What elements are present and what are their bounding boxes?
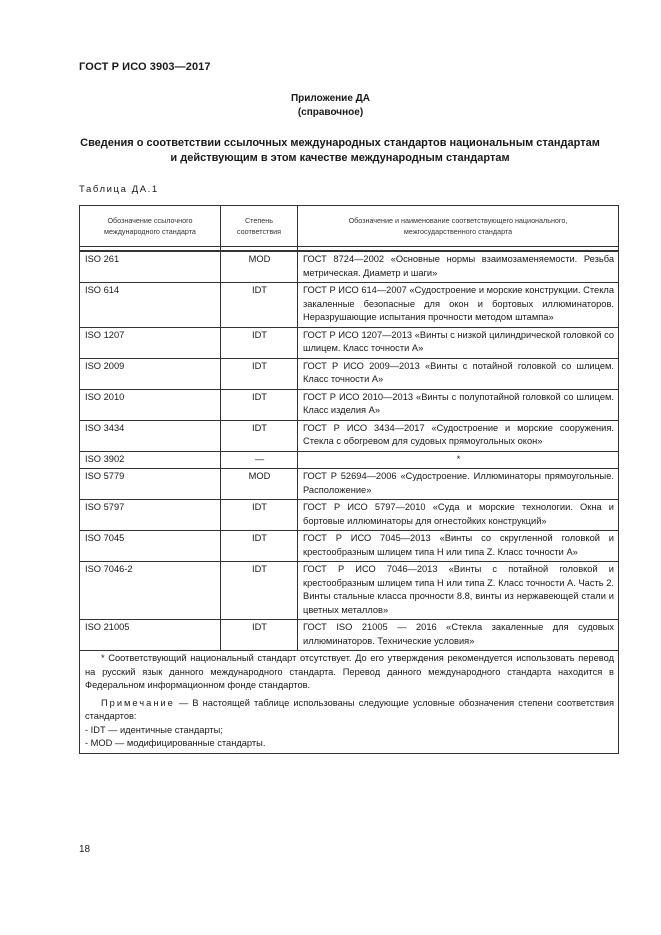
table-row xyxy=(80,562,619,620)
section-heading-line-2: и действующим в этом качестве международным стандартам xyxy=(170,152,510,164)
degree-cell: IDT xyxy=(221,620,298,651)
table-note xyxy=(85,697,614,724)
reference-standard-cell: ISO 2010 xyxy=(80,389,221,420)
note-label: Примечание xyxy=(101,697,175,708)
column-header-national-standard xyxy=(298,206,619,247)
national-standard-cell: * xyxy=(298,451,619,469)
note-text: — В настоящей таблице использованы следующие условные обозначения степени соответствия стандартов: xyxy=(85,697,614,721)
footnote-star: * Соответствующий национальный стандарт отсутствует. До его утверждения рекомендуется использовать перевод на русский язык данного международного стандарта. Перевод данного международного стандарта находится в Федеральном информационном фонде стандартов. xyxy=(85,653,614,690)
table-row xyxy=(80,620,619,651)
national-standard-cell: ГОСТ Р ИСО 3434—2017 «Судостроение и морские сооружения. Стекла с обогревом для судовых прямоугольных окон» xyxy=(298,420,619,451)
table-row xyxy=(80,389,619,420)
annex-title: Приложение ДА xyxy=(290,93,371,104)
document-designation: ГОСТ Р ИСО 3903—2017 xyxy=(79,61,211,73)
table-footnote-row xyxy=(80,651,619,754)
degree-cell: IDT xyxy=(221,327,298,358)
national-standard-cell: ГОСТ Р ИСО 7045—2013 «Винты со скругленной головкой и крестообразным шлицем типа Н или типа Z. Класс точности А» xyxy=(298,531,619,562)
reference-standard-cell: ISO 3434 xyxy=(80,420,221,451)
reference-standard-cell: ISO 1207 xyxy=(80,327,221,358)
table-row xyxy=(80,327,619,358)
column-header-text: Степень xyxy=(244,216,273,225)
reference-standard-cell: ISO 7045 xyxy=(80,531,221,562)
reference-standard-cell: ISO 2009 xyxy=(80,358,221,389)
table-row xyxy=(80,358,619,389)
page-number: 18 xyxy=(79,844,91,855)
column-header-text: международного стандарта xyxy=(104,227,196,236)
column-header-text: Обозначение ссылочного xyxy=(107,216,193,225)
degree-cell: IDT xyxy=(221,500,298,531)
section-heading-line-1: Сведения о соответствии ссылочных международных стандартов национальным стандартам xyxy=(80,137,600,149)
table-row xyxy=(80,283,619,328)
table-footnote xyxy=(80,651,619,754)
degree-cell: MOD xyxy=(221,251,298,283)
reference-standard-cell: ISO 3902 xyxy=(80,451,221,469)
column-header-text: Обозначение и наименование соответствующего национального, xyxy=(348,216,568,225)
national-standard-cell: ГОСТ Р ИСО 614—2007 «Судостроение и морские конструкции. Стекла закаленные безопасные для окон и бортовых иллюминаторов. Неразрушающие испытания прочности методом штампа» xyxy=(298,283,619,328)
reference-standard-cell: ISO 5797 xyxy=(80,500,221,531)
degree-cell: — xyxy=(221,451,298,469)
column-header-text: межгосударственного стандарта xyxy=(403,227,513,236)
table-row xyxy=(80,420,619,451)
table-header-row xyxy=(80,206,619,247)
degree-cell: IDT xyxy=(221,283,298,328)
national-standard-cell: ГОСТ 8724—2002 «Основные нормы взаимозаменяемости. Резьба метрическая. Диаметр и шаги» xyxy=(298,251,619,283)
national-standard-cell: ГОСТ Р ИСО 2009—2013 «Винты с потайной головкой со шлицем. Класс точности А» xyxy=(298,358,619,389)
table-row xyxy=(80,531,619,562)
national-standard-cell: ГОСТ Р ИСО 1207—2013 «Винты с низкой цилиндрической головкой со шлицем. Класс точности А» xyxy=(298,327,619,358)
note-item-idt: - IDT — идентичные стандарты; xyxy=(85,724,223,735)
national-standard-cell: ГОСТ Р ИСО 5797—2010 «Суда и морские технологии. Окна и бортовые иллюминаторы для огнестойких конструкций» xyxy=(298,500,619,531)
annex-subtitle: (справочное) xyxy=(297,107,364,118)
national-standard-cell: ГОСТ Р ИСО 2010—2013 «Винты с полупотайной головкой со шлицем. Класс изделия А» xyxy=(298,389,619,420)
table-row xyxy=(80,251,619,283)
table-row xyxy=(80,500,619,531)
reference-standard-cell: ISO 7046-2 xyxy=(80,562,221,620)
national-standard-cell: ГОСТ Р 52694—2006 «Судостроение. Иллюминаторы прямоугольные. Расположение» xyxy=(298,469,619,500)
annex-title-block xyxy=(0,92,661,120)
degree-cell: IDT xyxy=(221,420,298,451)
reference-standard-cell: ISO 21005 xyxy=(80,620,221,651)
degree-cell: IDT xyxy=(221,389,298,420)
degree-cell: IDT xyxy=(221,531,298,562)
reference-standard-cell: ISO 614 xyxy=(80,283,221,328)
table-row xyxy=(80,451,619,469)
degree-cell: IDT xyxy=(221,358,298,389)
table-caption: Таблица ДА.1 xyxy=(79,184,159,195)
national-standard-cell: ГОСТ ISO 21005 — 2016 «Стекла закаленные для судовых иллюминаторов. Технические условия» xyxy=(298,620,619,651)
column-header-text: соответствия xyxy=(236,227,282,236)
section-heading xyxy=(60,136,620,166)
degree-cell: MOD xyxy=(221,469,298,500)
reference-standard-cell: ISO 5779 xyxy=(80,469,221,500)
degree-cell: IDT xyxy=(221,562,298,620)
table-row xyxy=(80,469,619,500)
reference-standard-cell: ISO 261 xyxy=(80,251,221,283)
note-item-mod: - MOD — модифицированные стандарты. xyxy=(85,738,266,748)
national-standard-cell: ГОСТ Р ИСО 7046—2013 «Винты с потайной головкой и крестообразным шлицем типа Н или типа Z. Класс точности А. Часть 2. Винты стальные класса прочности 8.8, винты из нержавеющей стали и цветных металлов» xyxy=(298,562,619,620)
correspondence-table xyxy=(79,205,619,754)
column-header-reference-standard xyxy=(80,206,221,247)
column-header-degree xyxy=(221,206,298,247)
